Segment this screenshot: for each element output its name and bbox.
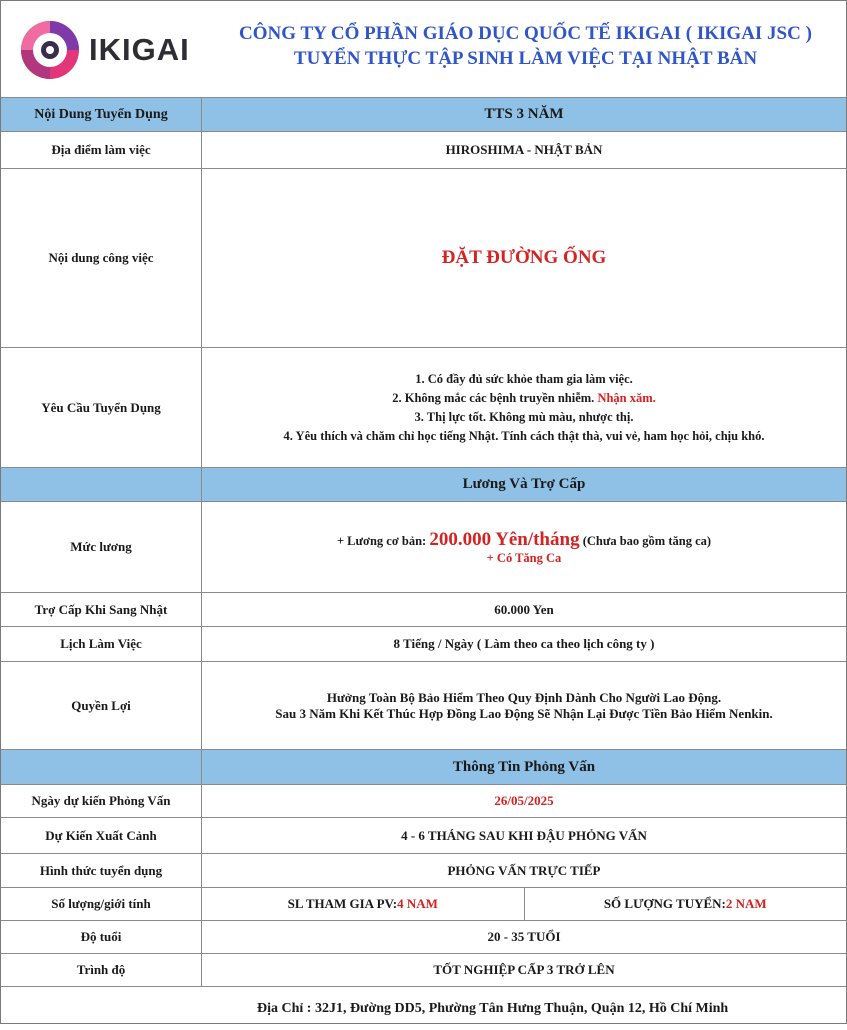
company-logo	[19, 19, 194, 81]
age-label: Độ tuổi	[1, 921, 202, 953]
participants-count: SL THAM GIA PV: 4 NAM	[202, 888, 525, 920]
tattoo-note: Nhận xăm.	[597, 390, 656, 405]
requirement-item: 2. Không mắc các bệnh truyền nhiễm. Nhận xăm.	[392, 390, 656, 405]
departure-value: 4 - 6 THÁNG SAU KHI ĐẬU PHỎNG VẤN	[401, 827, 647, 843]
benefits-value: Hưởng Toàn Bộ Bảo Hiểm Theo Quy Định Dành Cho Người Lao Động. Sau 3 Năm Khi Kết Thúc Hợp Đồng Lao Động Sẽ Nhận Lại Được Tiền Bảo Hiểm Nenkin.	[275, 689, 773, 721]
quantity-values	[202, 888, 846, 920]
section-label: Nội Dung Tuyển Dụng	[1, 98, 202, 131]
hire-count: SỐ LƯỢNG TUYỂN: 2 NAM	[603, 896, 767, 911]
salary-value: + Lương cơ bản: 200.000 Yên/tháng (Chưa bao gồm tăng ca) + Có Tăng Ca	[336, 528, 712, 565]
salary-section-title: Lương Và Trợ Cấp	[462, 476, 586, 492]
work-value: ĐẶT ĐƯỜNG ỐNG	[441, 247, 607, 268]
location-value: HIROSHIMA - NHẬT BẢN	[445, 142, 603, 157]
schedule-label: Lịch Làm Việc	[1, 627, 202, 661]
education-value: TỐT NGHIỆP CẤP 3 TRỞ LÊN	[433, 962, 615, 977]
job-table	[1, 97, 846, 1030]
table-row	[1, 501, 846, 592]
page-title	[203, 21, 847, 71]
requirement-item: 4. Yêu thích và chăm chỉ học tiếng Nhật. Tính cách thật thà, vui vẻ, ham học hỏi, chịu khó.	[283, 428, 765, 443]
salary-label: Mức lương	[1, 502, 202, 592]
location-label: Địa điểm làm việc	[1, 132, 202, 168]
work-label: Nội dung công việc	[1, 169, 202, 347]
salary-amount: 200.000 Yên/tháng	[429, 528, 580, 550]
requirement-item: 3. Thị lực tốt. Không mù màu, nhược thị.	[414, 409, 634, 424]
allowance-value: 60.000 Yen	[494, 601, 554, 617]
recruitment-title: TUYỂN THỰC TẬP SINH LÀM VIỆC TẠI NHẬT BẢN	[293, 48, 758, 69]
method-value: PHỎNG VẤN TRỰC TIẾP	[447, 862, 601, 878]
table-row	[1, 592, 846, 626]
education-label: Trình độ	[1, 954, 202, 986]
method-label: Hình thức tuyển dụng	[1, 854, 202, 887]
allowance-label: Trợ Cấp Khi Sang Nhật	[1, 593, 202, 626]
benefits-label: Quyền Lợi	[1, 662, 202, 749]
requirements-list	[202, 348, 846, 467]
requirements-label: Yêu Cầu Tuyển Dụng	[1, 348, 202, 467]
program-name: TTS 3 NĂM	[484, 106, 564, 122]
table-row	[1, 131, 846, 168]
logo-wordmark: IKIGAI	[89, 32, 190, 67]
ikigai-logo-icon	[19, 19, 81, 81]
overtime-note: + Có Tăng Ca	[486, 550, 562, 565]
table-row	[1, 920, 846, 953]
table-row	[1, 661, 846, 749]
quantity-label: Số lượng/giới tính	[1, 888, 202, 920]
age-value: 20 - 35 TUỔI	[487, 929, 561, 944]
company-name: CÔNG TY CỔ PHẦN GIÁO DỤC QUỐC TẾ IKIGAI ( IKIGAI JSC )	[239, 23, 812, 44]
table-row	[1, 953, 846, 986]
section-header-interview	[1, 749, 846, 784]
interview-section-title: Thông Tin Phỏng Vấn	[452, 758, 596, 775]
table-row	[1, 784, 846, 817]
interview-date-label: Ngày dự kiến Phỏng Vấn	[1, 785, 202, 817]
requirement-item: 1. Có đầy đủ sức khỏe tham gia làm việc.	[415, 371, 633, 386]
table-row	[1, 626, 846, 661]
section-header-job	[1, 97, 846, 131]
table-row	[1, 168, 846, 347]
table-row	[1, 347, 846, 467]
header	[1, 1, 846, 97]
schedule-value: 8 Tiếng / Ngày ( Làm theo ca theo lịch công ty )	[393, 636, 655, 651]
table-row	[1, 887, 846, 920]
company-address: Địa Chỉ : 32J1, Đường DD5, Phường Tân Hưng Thuận, Quận 12, Hồ Chí Minh	[257, 1000, 729, 1016]
interview-date-value: 26/05/2025	[494, 793, 554, 808]
table-row	[1, 853, 846, 887]
section-header-salary	[1, 467, 846, 501]
table-row	[1, 817, 846, 853]
address-row	[1, 986, 846, 1030]
departure-label: Dự Kiến Xuất Cảnh	[1, 818, 202, 853]
